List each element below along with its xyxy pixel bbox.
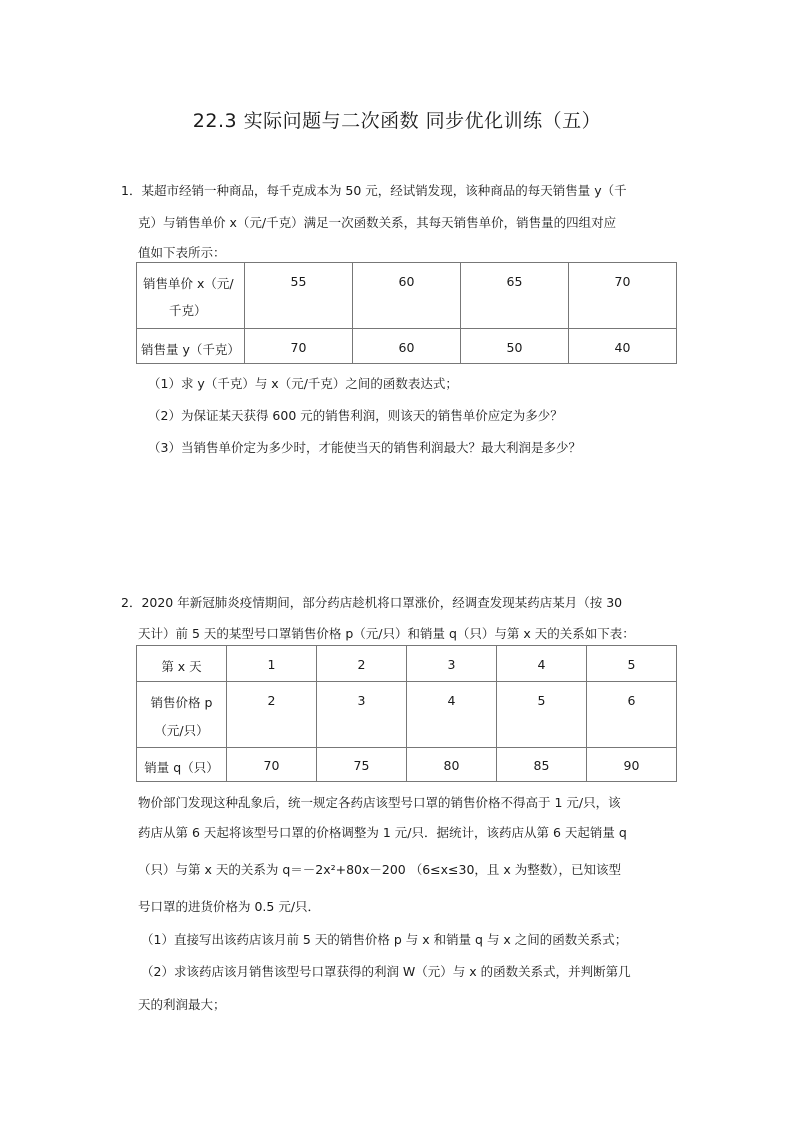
q2-table-cell: 4 (497, 646, 587, 682)
q2-table-cell: 90 (587, 748, 677, 782)
q2-table-cell: 70 (227, 748, 317, 782)
q1-table-cell: 40 (569, 329, 677, 364)
q2-table-cell: 2 (317, 646, 407, 682)
q2-table-header-day: 第 x 天 (137, 646, 227, 682)
q2-table-cell: 1 (227, 646, 317, 682)
q1-table-cell: 65 (461, 263, 569, 329)
q1-table-header-quantity: 销售量 y（千克） (137, 329, 245, 364)
q1-table-header-price: 销售单价 x（元/ 千克） (137, 263, 245, 329)
q2-table-cell: 6 (587, 682, 677, 748)
q2-table-cell: 75 (317, 748, 407, 782)
q2-table-header-quantity: 销量 q（只） (137, 748, 227, 782)
q1-part-1: （1）求 y（千克）与 x（元/千克）之间的函数表达式； (148, 376, 458, 391)
q1-line-1: 1．某超市经销一种商品，每千克成本为 50 元，经试销发现，该种商品的每天销售量 y（千 (121, 183, 627, 198)
q1-part-3: （3）当销售单价定为多少时，才能使当天的销售利润最大？最大利润是多少？ (148, 440, 581, 455)
q2-table-cell: 5 (587, 646, 677, 682)
q2-part-1: （1）直接写出该药店该月前 5 天的销售价格 p 与 x 和销量 q 与 x 之间的函数关系式； (141, 932, 628, 947)
q2-table-cell: 85 (497, 748, 587, 782)
q1-line-3: 值如下表所示： (138, 245, 226, 260)
q2-table (136, 645, 677, 782)
q2-table-header-price: 销售价格 p （元/只） (137, 682, 227, 748)
q2-table-cell: 3 (317, 682, 407, 748)
q2-after-line-1: 物价部门发现这种乱象后，统一规定各药店该型号口罩的销售价格不得高于 1 元/只，该 (138, 795, 621, 810)
q2-after-line-3: （只）与第 x 天的关系为 q＝－2x²+80x－200 （6≤x≤30，且 x 为整数），已知该型 (138, 862, 622, 877)
q2-after-line-4: 号口罩的进货价格为 0.5 元/只． (138, 899, 321, 914)
q2-part-2-cont: 天的利润最大； (138, 997, 226, 1012)
q2-table-cell: 80 (407, 748, 497, 782)
q1-table-cell: 70 (569, 263, 677, 329)
q1-table-cell: 70 (245, 329, 353, 364)
q1-table (136, 262, 677, 364)
q1-table-cell: 50 (461, 329, 569, 364)
q2-after-line-2: 药店从第 6 天起将该型号口罩的价格调整为 1 元/只．据统计，该药店从第 6 天起销量 q (138, 825, 627, 840)
q2-table-cell: 3 (407, 646, 497, 682)
q2-line-1: 2．2020 年新冠肺炎疫情期间，部分药店趁机将口罩涨价，经调查发现某药店某月（按 30 (121, 595, 623, 610)
q2-table-cell: 5 (497, 682, 587, 748)
q2-part-2: （2）求该药店该月销售该型号口罩获得的利润 W（元）与 x 的函数关系式，并判断第几 (141, 964, 631, 979)
q1-part-2: （2）为保证某天获得 600 元的销售利润，则该天的销售单价应定为多少？ (148, 408, 563, 423)
q1-table-cell: 55 (245, 263, 353, 329)
q1-table-cell: 60 (353, 263, 461, 329)
page-title: 22.3 实际问题与二次函数 同步优化训练（五） (192, 110, 602, 132)
q2-table-cell: 2 (227, 682, 317, 748)
q1-table-cell: 60 (353, 329, 461, 364)
q2-line-2: 天计）前 5 天的某型号口罩销售价格 p（元/只）和销量 q（只）与第 x 天的关系如下表： (138, 626, 635, 641)
q1-line-2: 克）与销售单价 x（元/千克）满足一次函数关系，其每天销售单价，销售量的四组对应 (138, 215, 617, 230)
q2-table-cell: 4 (407, 682, 497, 748)
